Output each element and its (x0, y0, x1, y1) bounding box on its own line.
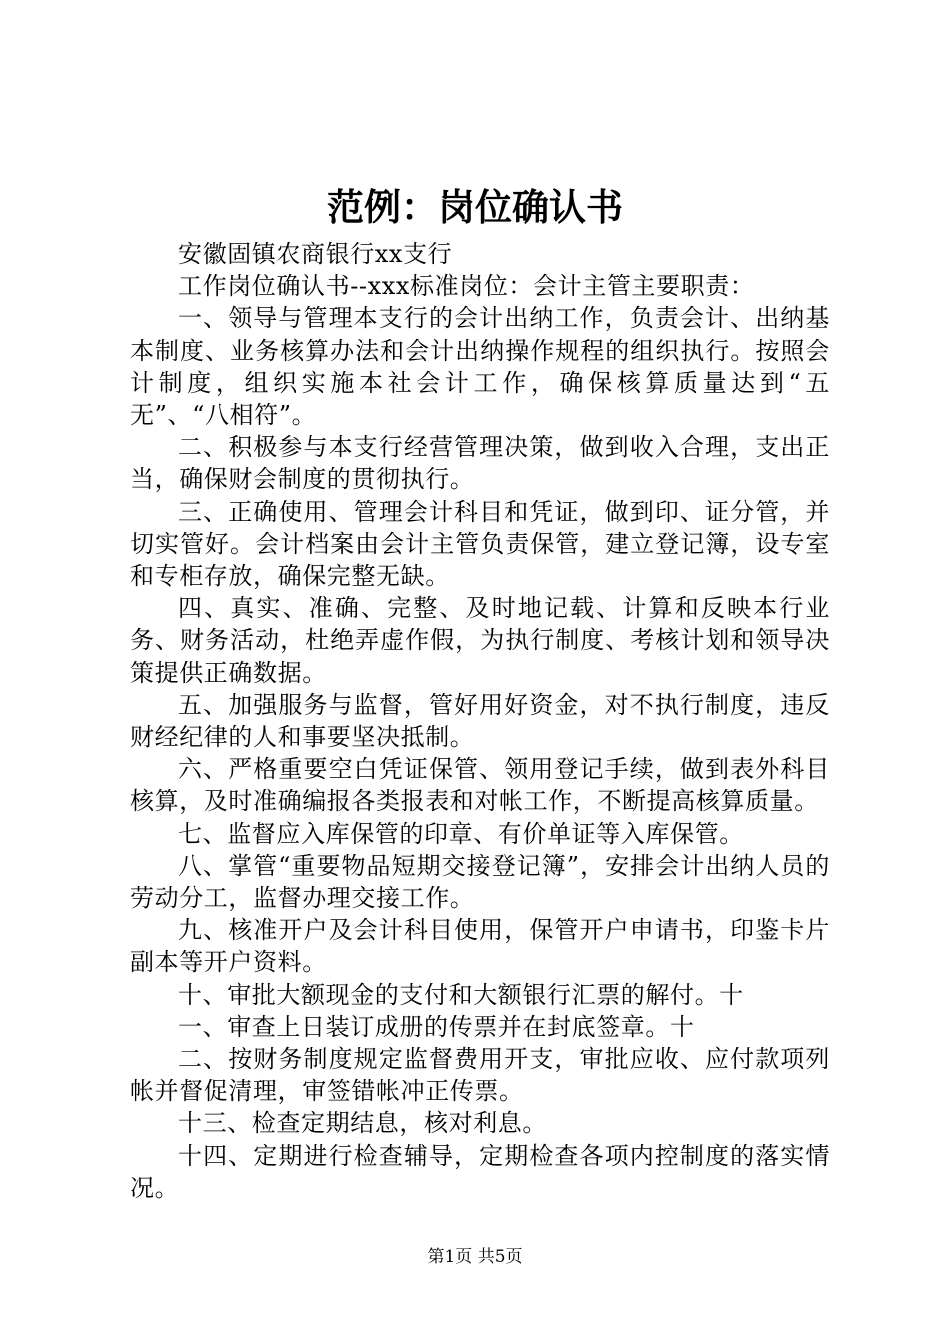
paragraph-duty-10: 十、审批大额现金的支付和大额银行汇票的解付。十 (178, 980, 744, 1009)
document-title: 范例：岗位确认书 (327, 186, 623, 229)
paragraph-duty-1: 一、领导与管理本支行的会计出纳工作，负责会计、出纳基本制度、业务核算办法和会计出纳操作规程的组织执行。按照会计制度，组织实施本社会计工作，确保核算质量达到“五无”、“八相符”。 (130, 304, 830, 430)
paragraph-duty-8: 八、掌管“重要物品短期交接登记簿”，安排会计出纳人员的劳动分工，监督办理交接工作。 (130, 851, 830, 913)
paragraph-duty-6: 六、严格重要空白凭证保管、领用登记手续，做到表外科目核算，及时准确编报各类报表和对帐工作，不断提高核算质量。 (130, 755, 830, 816)
paragraph-duty-2: 二、积极参与本支行经营管理决策，做到收入合理，支出正当，确保财会制度的贯彻执行。 (130, 433, 830, 494)
paragraph-branch: 安徽固镇农商银行xx支行 (178, 240, 453, 268)
paragraph-duty-12: 二、按财务制度规定监督费用开支，审批应收、应付款项列帐并督促清理，审签错帐冲正传票。 (130, 1045, 830, 1106)
paragraph-post: 工作岗位确认书--xxx标准岗位：会计主管主要职责： (178, 272, 755, 301)
paragraph-duty-3: 三、正确使用、管理会计科目和凭证，做到印、证分管，并切实管好。会计档案由会计主管负责保管，建立登记簿，设专室和专柜存放，确保完整无缺。 (130, 497, 830, 591)
document-body (130, 238, 830, 1204)
page-footer: 第1页 共5页 (427, 1247, 523, 1267)
paragraph-duty-5: 五、加强服务与监督，管好用好资金，对不执行制度，违反财经纪律的人和事要坚决抵制。 (130, 690, 830, 752)
paragraph-duty-13: 十三、检查定期结息，核对利息。 (178, 1109, 547, 1138)
paragraph-duty-4: 四、真实、准确、完整、及时地记载、计算和反映本行业务、财务活动，杜绝弄虚作假，为执行制度、考核计划和领导决策提供正确数据。 (130, 594, 830, 687)
paragraph-duty-7: 七、监督应入库保管的印章、有价单证等入库保管。 (178, 819, 744, 848)
paragraph-duty-14: 十四、定期进行检查辅导，定期检查各项内控制度的落实情况。 (130, 1141, 830, 1202)
paragraph-duty-9: 九、核准开户及会计科目使用，保管开户申请书，印鉴卡片副本等开户资料。 (130, 916, 830, 977)
paragraph-duty-11: 一、审查上日装订成册的传票并在封底签章。十 (178, 1012, 695, 1041)
